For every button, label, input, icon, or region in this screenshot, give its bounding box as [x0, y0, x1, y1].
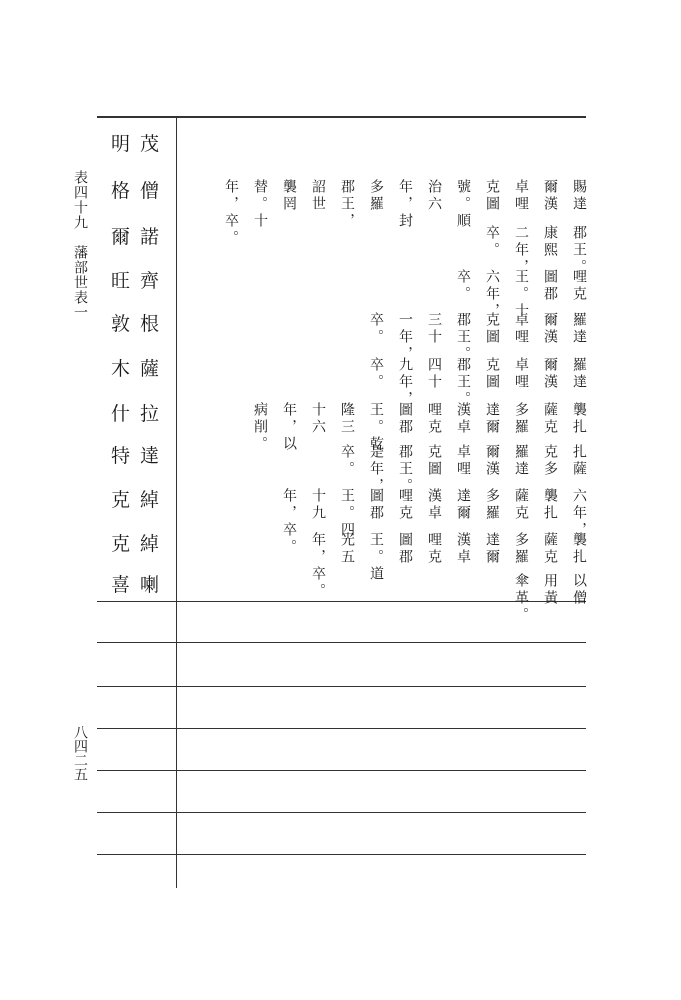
person-name: 克綽 [110, 489, 169, 511]
row-rule [97, 854, 586, 855]
entry-text [181, 573, 587, 624]
text-column: 卒。 [368, 357, 384, 391]
text-column: 爾漢 [542, 179, 558, 213]
text-column: 襲扎 [571, 532, 587, 566]
person-name: 格僧 [110, 180, 169, 202]
text-column: 年，以 [281, 402, 297, 453]
text-column: 隆三 [339, 402, 355, 436]
text-column: 傘革。 [513, 573, 529, 624]
text-column: 王。道 [368, 532, 384, 583]
row-rule [97, 642, 586, 643]
text-column: 多羅 [368, 179, 384, 213]
text-column: 郡王。 [455, 312, 471, 363]
text-column: 羅達 [513, 444, 529, 478]
text-column: 克圖 [426, 444, 442, 478]
text-column: 克圖 [484, 357, 500, 391]
text-column: 圖郡 [397, 532, 413, 566]
text-column: 薩克 [513, 488, 529, 522]
table-top-rule [97, 116, 586, 118]
entry-text [181, 132, 581, 178]
text-column: 爾漢 [542, 312, 558, 346]
text-column: 漢卓 [455, 402, 471, 436]
text-column: 多羅 [513, 402, 529, 436]
text-column: 卓哩 [513, 179, 529, 213]
text-column: 卒。 [455, 269, 471, 303]
entry-text [181, 444, 587, 495]
text-column: 扎薩 [571, 444, 587, 478]
text-column: 達爾 [484, 402, 500, 436]
text-column: 卒。 [339, 444, 355, 478]
text-column: 賜達 [571, 179, 587, 213]
text-column: 六年， [484, 269, 500, 320]
text-column: 王。四 [339, 488, 355, 539]
text-column: 哩克 [397, 488, 413, 522]
page-number: 八四二五 [72, 725, 88, 781]
text-column: 羅達 [571, 312, 587, 346]
text-column: 達爾 [455, 488, 471, 522]
text-column: 圖郡 [368, 488, 384, 522]
text-column: 郡王。 [455, 357, 471, 408]
row-rule [97, 770, 586, 771]
text-column: 薩克 [542, 532, 558, 566]
person-name: 喜喇 [110, 574, 169, 596]
person-name: 敦根 [110, 313, 169, 335]
text-column: 達爾 [484, 532, 500, 566]
row-rule [97, 686, 586, 687]
text-column: 卓哩 [455, 444, 471, 478]
text-column: 九年， [397, 357, 413, 408]
text-column: 是年， [368, 444, 384, 495]
text-column: 多羅 [484, 488, 500, 522]
text-column: 六年， [571, 488, 587, 539]
entry-text [181, 225, 587, 276]
text-column: 郡王。 [397, 444, 413, 495]
text-column: 十六 [310, 402, 326, 436]
text-column: 治六 [426, 179, 442, 213]
text-column: 三十 [426, 312, 442, 346]
text-column: 病削。 [252, 402, 268, 453]
text-column: 年，卒。 [310, 532, 326, 600]
text-column: 卓哩 [513, 357, 529, 391]
text-column: 圖郡 [397, 402, 413, 436]
entry-text [181, 357, 587, 408]
text-column: 一年， [397, 312, 413, 363]
text-column: 哩克 [426, 532, 442, 566]
text-column: 十九 [310, 488, 326, 522]
text-column: 襲扎 [571, 402, 587, 436]
side-title: 表四十九 藩部世表一 [72, 170, 88, 320]
text-column: 克多 [542, 444, 558, 478]
text-column: 用黃 [542, 573, 558, 607]
text-column: 漢卓 [455, 532, 471, 566]
text-column: 替。十 [252, 179, 268, 230]
text-column: 詔世 [310, 179, 326, 213]
entry-text [181, 402, 587, 453]
person-name: 什拉 [110, 403, 169, 425]
text-column: 克圖 [484, 179, 500, 213]
text-column: 羅達 [571, 357, 587, 391]
text-column: 多羅 [513, 532, 529, 566]
text-column: 年，封 [397, 179, 413, 230]
text-column: 王。十 [513, 269, 529, 320]
text-column: 王。乾 [368, 402, 384, 453]
text-column: 薩克 [542, 402, 558, 436]
text-column: 以僧 [571, 573, 587, 607]
text-column: 郡王， [339, 179, 355, 230]
text-column: 爾漢 [542, 357, 558, 391]
text-column: 卒。 [484, 225, 500, 259]
text-column: 年，卒。 [281, 488, 297, 556]
person-name: 明茂 [110, 133, 169, 155]
name-column-rule [176, 116, 177, 888]
text-column: 圖郡 [542, 269, 558, 303]
text-column: 哩克 [571, 269, 587, 303]
text-column: 襲罔 [281, 179, 297, 213]
text-column: 克圖 [484, 312, 500, 346]
text-column: 哩克 [426, 402, 442, 436]
entry-text [181, 269, 587, 320]
text-column: 二年， [513, 225, 529, 276]
text-column: 康熙 [542, 225, 558, 259]
person-name: 爾諾 [110, 226, 169, 248]
person-name: 木薩 [110, 358, 169, 380]
person-name: 特達 [110, 445, 169, 467]
text-column: 光五 [339, 532, 355, 566]
row-rule [97, 812, 586, 813]
text-column: 四十 [426, 357, 442, 391]
row-rule [97, 728, 586, 729]
person-name: 旺齊 [110, 270, 169, 292]
text-column: 襲扎 [542, 488, 558, 522]
text-column: 卓哩 [513, 312, 529, 346]
entry-text [181, 312, 587, 363]
text-column: 號。順 [455, 179, 471, 230]
text-column: 漢卓 [426, 488, 442, 522]
text-column: 年，卒。 [223, 179, 239, 247]
person-name: 克綽 [110, 533, 169, 555]
text-column: 卒。 [368, 312, 384, 346]
text-column: 郡王。 [571, 225, 587, 276]
text-column: 爾漢 [484, 444, 500, 478]
